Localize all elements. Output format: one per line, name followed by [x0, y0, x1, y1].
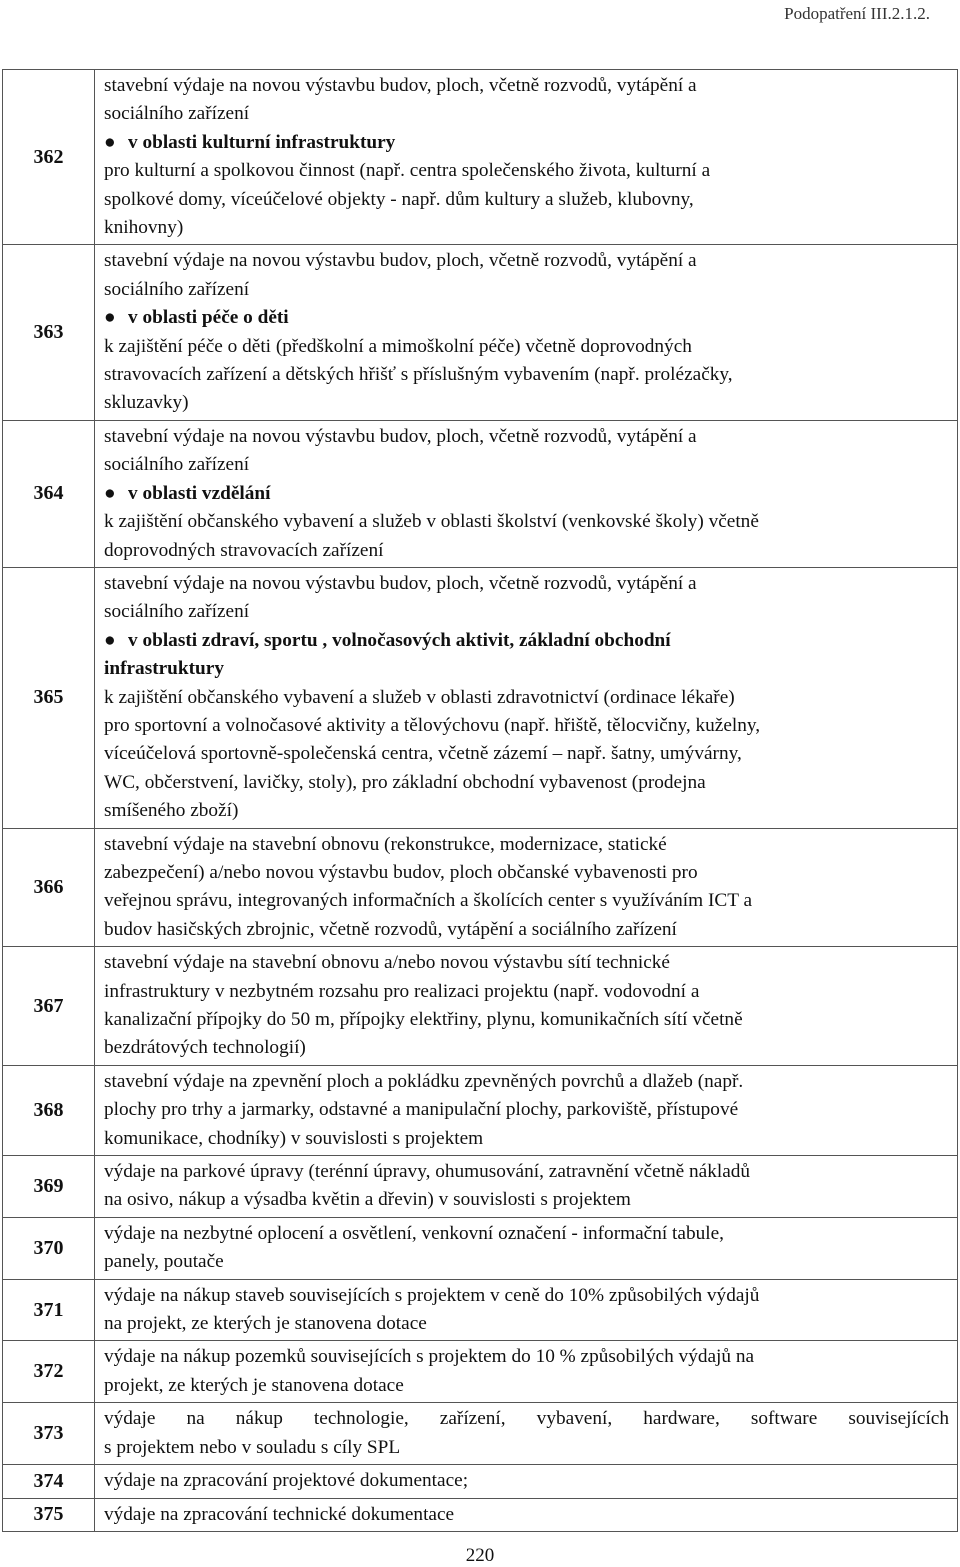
line-text: veřejnou správu, integrovaných informačních a školících center s využíváním ICT a — [104, 890, 753, 912]
line-text: výdaje na parkové úpravy (terénní úpravy, ohumusování, zatravnění včetně nákladů — [104, 1161, 751, 1183]
description-line — [104, 1125, 949, 1153]
description-line — [104, 916, 949, 944]
bullet-icon: ● — [104, 131, 116, 153]
row-description — [95, 1065, 958, 1155]
description-line — [104, 537, 949, 565]
line-text: výdaje na nákup pozemků souvisejících s projektem do 10 % způsobilých výdajů na — [104, 1346, 755, 1368]
line-text: spolkové domy, víceúčelové objekty - např. dům kultury a služeb, klubovny, — [104, 188, 694, 210]
row-description — [95, 567, 958, 828]
row-number: 373 — [3, 1403, 95, 1465]
description-line — [104, 1310, 949, 1338]
category-heading — [104, 627, 949, 655]
row-number: 363 — [3, 245, 95, 420]
row-number: 364 — [3, 420, 95, 567]
table-row — [3, 1217, 958, 1279]
row-number: 370 — [3, 1217, 95, 1279]
line-text: projekt, ze kterých je stanovena dotace — [104, 1374, 404, 1396]
description-line — [104, 361, 949, 389]
description-line — [104, 1186, 949, 1214]
table-row — [3, 1403, 958, 1465]
table-row — [3, 947, 958, 1066]
bullet-icon: ● — [104, 482, 116, 504]
table-row — [3, 420, 958, 567]
description-line — [104, 1343, 949, 1371]
row-description — [95, 1403, 958, 1465]
row-description — [95, 828, 958, 947]
description-line — [104, 570, 949, 598]
line-text: skluzavky) — [104, 392, 189, 414]
line-text: výdaje na nákup staveb souvisejících s projektem v ceně do 10% způsobilých výdajů — [104, 1284, 760, 1306]
description-line — [104, 1034, 949, 1062]
table-row — [3, 1498, 958, 1531]
line-text: k zajištění občanského vybavení a služeb v oblasti školství (venkovské školy) včetně — [104, 511, 759, 533]
description-line — [104, 1158, 949, 1186]
description-line — [104, 1501, 949, 1529]
line-text: komunikace, chodníky) v souvislosti s projektem — [104, 1127, 484, 1149]
line-text: sociálního zařízení — [104, 601, 250, 623]
description-line — [104, 333, 949, 361]
description-line — [104, 1220, 949, 1248]
line-text: stavební výdaje na novou výstavbu budov, ploch, včetně rozvodů, vytápění a — [104, 572, 697, 594]
category-heading — [104, 129, 949, 157]
description-line — [104, 389, 949, 417]
line-text: knihovny) — [104, 217, 184, 239]
row-description — [95, 245, 958, 420]
expense-table — [2, 69, 958, 1532]
row-description — [95, 1341, 958, 1403]
table-row — [3, 1065, 958, 1155]
description-line — [104, 712, 949, 740]
line-text: kanalizační přípojky do 50 m, přípojky elektřiny, plynu, komunikačních sítí včetně — [104, 1009, 743, 1030]
line-text: WC, občerstvení, lavičky, stoly), pro základní obchodní vybavenost (prodejna — [104, 771, 706, 793]
description-line — [104, 72, 949, 100]
line-text: stavební výdaje na stavební obnovu (rekonstrukce, modernizace, statické — [104, 833, 667, 855]
row-number: 372 — [3, 1341, 95, 1403]
description-line — [104, 423, 949, 451]
description-line — [104, 1096, 949, 1124]
bullet-icon: ● — [104, 307, 116, 329]
description-line — [104, 949, 949, 977]
description-line — [104, 887, 949, 915]
description-line — [104, 247, 949, 275]
line-text: výdaje na nákup technologie, zařízení, vybavení, hardware, software souvisejících — [104, 1408, 949, 1430]
line-text: doprovodných stravovacích zařízení — [104, 539, 384, 561]
line-text: sociálního zařízení — [104, 454, 250, 476]
page-number: 220 — [465, 1545, 495, 1566]
row-number: 368 — [3, 1065, 95, 1155]
table-row — [3, 1279, 958, 1341]
row-description — [95, 420, 958, 567]
line-text: k zajištění občanského vybavení a služeb v oblasti zdravotnictví (ordinace lékaře) — [104, 686, 735, 708]
category-heading — [104, 655, 949, 683]
line-text: výdaje na nezbytné oplocení a osvětlení, venkovní označení - informační tabule, — [104, 1222, 724, 1244]
row-description — [95, 70, 958, 245]
line-text: v oblasti kulturní infrastruktury — [128, 131, 396, 153]
description-line — [104, 276, 949, 304]
line-text: stavební výdaje na novou výstavbu budov, ploch, včetně rozvodů, vytápění a — [104, 250, 697, 272]
line-text: výdaje na zpracování projektové dokumentace; — [104, 1470, 469, 1492]
row-description — [95, 1156, 958, 1218]
line-text: stavební výdaje na novou výstavbu budov, ploch, včetně rozvodů, vytápění a — [104, 425, 697, 447]
line-text: na osivo, nákup a výsadba květin a dřevin) v souvislosti s projektem — [104, 1189, 631, 1211]
row-number: 371 — [3, 1279, 95, 1341]
description-line — [104, 157, 949, 185]
table-body — [3, 70, 958, 1532]
table-row — [3, 70, 958, 245]
table-row — [3, 1465, 958, 1498]
description-line — [104, 508, 949, 536]
description-line — [104, 1372, 949, 1400]
description-line — [104, 186, 949, 214]
description-line — [104, 1467, 949, 1495]
line-text: stavební výdaje na zpevnění ploch a pokládku zpevněných povrchů a dlažeb (např. — [104, 1070, 744, 1092]
line-text: panely, poutače — [104, 1251, 224, 1273]
category-heading — [104, 304, 949, 332]
table-row — [3, 567, 958, 828]
table-row — [3, 1341, 958, 1403]
line-text: výdaje na zpracování technické dokumentace — [104, 1503, 455, 1525]
description-line — [104, 1006, 949, 1034]
line-text: v oblasti zdraví, sportu , volnočasových aktivit, základní obchodní — [128, 629, 671, 651]
row-description — [95, 1465, 958, 1498]
description-line — [104, 769, 949, 797]
description-line — [104, 1068, 949, 1096]
table-row — [3, 828, 958, 947]
line-text: pro kulturní a spolkovou činnost (např. centra společenského života, kulturní a — [104, 160, 711, 182]
table-row — [3, 1156, 958, 1218]
description-line — [104, 1282, 949, 1310]
line-text: na projekt, ze kterých je stanovena dotace — [104, 1313, 427, 1335]
row-description — [95, 1217, 958, 1279]
page-header: Podopatření III.2.1.2. — [784, 4, 930, 23]
table-row — [3, 245, 958, 420]
line-text: stavební výdaje na novou výstavbu budov, ploch, včetně rozvodů, vytápění a — [104, 75, 697, 96]
description-line — [104, 214, 949, 242]
line-text: sociálního zařízení — [104, 278, 250, 300]
row-number: 375 — [3, 1498, 95, 1531]
line-text: budov hasičských zbrojnic, včetně rozvodů, vytápění a sociálního zařízení — [104, 918, 677, 940]
row-description — [95, 947, 958, 1066]
line-text: stravovacích zařízení a dětských hřišť s příslušným vybavením (např. prolézačky, — [104, 364, 733, 386]
line-text: v oblasti vzdělání — [128, 482, 271, 504]
line-text: s projektem nebo v souladu s cíly SPL — [104, 1436, 401, 1458]
row-description — [95, 1498, 958, 1531]
description-line — [104, 100, 949, 128]
bullet-icon: ● — [104, 629, 116, 651]
row-number: 374 — [3, 1465, 95, 1498]
description-line — [104, 859, 949, 887]
description-line — [104, 1248, 949, 1276]
row-number: 366 — [3, 828, 95, 947]
row-number: 369 — [3, 1156, 95, 1218]
row-description — [95, 1279, 958, 1341]
line-text: v oblasti péče o děti — [128, 307, 289, 329]
description-line — [104, 451, 949, 479]
line-text: stavební výdaje na stavební obnovu a/nebo novou výstavbu sítí technické — [104, 952, 670, 974]
line-text: k zajištění péče o děti (předškolní a mimoškolní péče) včetně doprovodných — [104, 335, 692, 357]
description-line — [104, 831, 949, 859]
line-text: sociálního zařízení — [104, 103, 250, 125]
line-text: smíšeného zboží) — [104, 800, 239, 822]
line-text: víceúčelová sportovně-společenská centra, včetně zázemí – např. šatny, umývárny, — [104, 743, 742, 765]
description-line — [104, 797, 949, 825]
row-number: 362 — [3, 70, 95, 245]
description-line — [104, 1405, 949, 1433]
description-line — [104, 978, 949, 1006]
line-text: infrastruktury v nezbytném rozsahu pro realizaci projektu (např. vodovodní a — [104, 980, 700, 1002]
description-line — [104, 684, 949, 712]
description-line — [104, 598, 949, 626]
description-line — [104, 1434, 949, 1462]
line-text: bezdrátových technologií) — [104, 1037, 306, 1059]
line-text: infrastruktury — [104, 658, 224, 680]
description-line — [104, 740, 949, 768]
category-heading — [104, 480, 949, 508]
row-number: 367 — [3, 947, 95, 1066]
row-number: 365 — [3, 567, 95, 828]
line-text: zabezpečení) a/nebo novou výstavbu budov, ploch občanské vybavenosti pro — [104, 861, 698, 883]
line-text: pro sportovní a volnočasové aktivity a tělovýchovu (např. hřiště, tělocvičny, kuželny, — [104, 714, 761, 736]
line-text: plochy pro trhy a jarmarky, odstavné a manipulační plochy, parkoviště, přístupové — [104, 1099, 739, 1121]
